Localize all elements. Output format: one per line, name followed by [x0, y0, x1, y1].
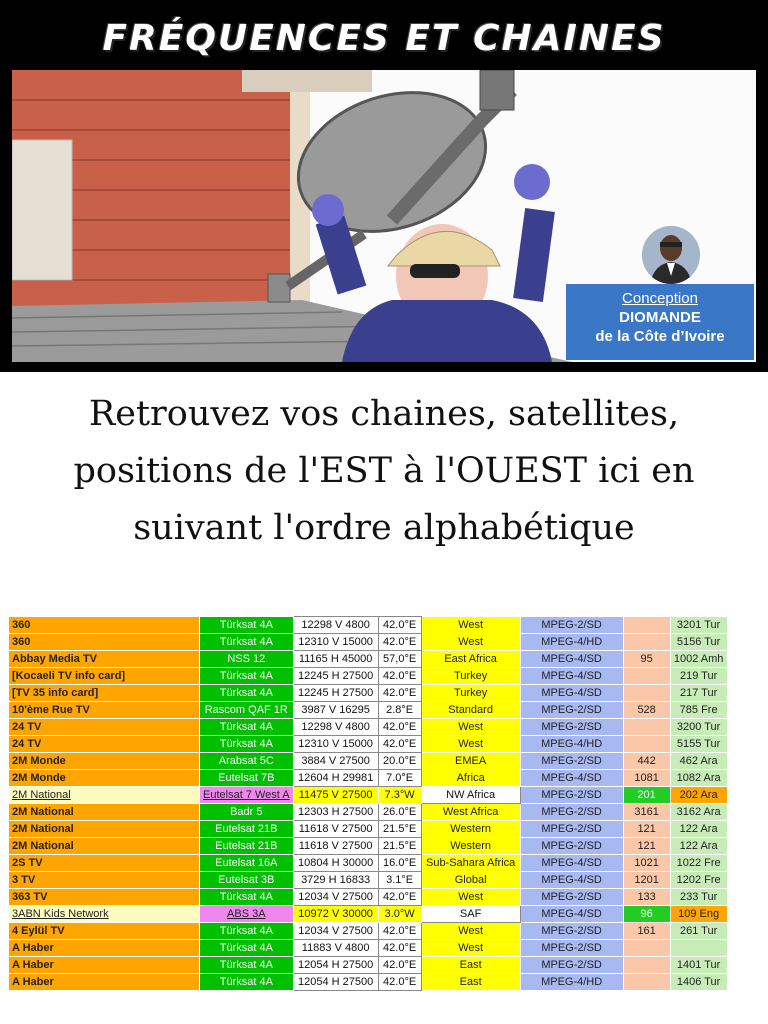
position-cell: 20.0°E [378, 753, 421, 770]
table-row [9, 651, 728, 668]
frequency-cell: 12310 V 15000 [293, 634, 378, 651]
channel-number-cell: 1002 Amh [670, 651, 727, 668]
channel-number-cell [670, 940, 727, 957]
satellite-cell: Türksat 4A [200, 940, 294, 957]
service-id-cell: 121 [623, 838, 670, 855]
table-row [9, 787, 728, 804]
format-cell: MPEG-2/SD [520, 702, 623, 719]
satellite-cell: Rascom QAF 1R [200, 702, 294, 719]
region-cell: Sub-Sahara Africa [421, 855, 520, 872]
satellite-cell: Türksat 4A [200, 685, 294, 702]
channel-number-cell: 122 Ara [670, 821, 727, 838]
service-id-cell [623, 634, 670, 651]
satellite-cell: Eutelsat 7 West A [200, 787, 294, 804]
frequency-cell: 12604 H 29981 [293, 770, 378, 787]
channel-name-cell: [Kocaeli TV info card] [9, 668, 200, 685]
position-cell: 26.0°E [378, 804, 421, 821]
service-id-cell [623, 940, 670, 957]
service-id-cell [623, 685, 670, 702]
channel-number-cell: 3201 Tur [670, 617, 727, 634]
channel-name-cell: 2M Monde [9, 753, 200, 770]
frequency-cell: 12310 V 15000 [293, 736, 378, 753]
service-id-cell: 161 [623, 923, 670, 940]
region-cell: EMEA [421, 753, 520, 770]
channel-number-cell: 5155 Tur [670, 736, 727, 753]
satellite-cell: Eutelsat 7B [200, 770, 294, 787]
position-cell: 7.0°E [378, 770, 421, 787]
satellite-cell: Türksat 4A [200, 634, 294, 651]
channels-table [8, 616, 728, 991]
channel-name-cell: 2M National [9, 787, 200, 804]
satellite-cell: Arabsat 5C [200, 753, 294, 770]
channel-name-cell: 360 [9, 634, 200, 651]
table-row [9, 974, 728, 991]
satellite-cell: Türksat 4A [200, 736, 294, 753]
channel-number-cell: 1202 Fre [670, 872, 727, 889]
position-cell: 7.3°W [378, 787, 421, 804]
credit-label[interactable]: Conception [622, 290, 698, 307]
banner-title: FRÉQUENCES ET CHAINES [102, 18, 666, 59]
satellite-cell: Türksat 4A [200, 923, 294, 940]
format-cell: MPEG-2/SD [520, 719, 623, 736]
position-cell: 42.0°E [378, 736, 421, 753]
satellite-cell: Türksat 4A [200, 617, 294, 634]
table-row [9, 702, 728, 719]
table-row [9, 872, 728, 889]
satellite-cell: Eutelsat 21B [200, 838, 294, 855]
frequency-cell: 12245 H 27500 [293, 685, 378, 702]
table-row [9, 685, 728, 702]
channel-name-cell: 3ABN Kids Network [9, 906, 200, 923]
channel-number-cell: 1082 Ara [670, 770, 727, 787]
position-cell: 2.8°E [378, 702, 421, 719]
channel-number-cell: 462 Ara [670, 753, 727, 770]
position-cell: 42.0°E [378, 668, 421, 685]
table-row [9, 804, 728, 821]
position-cell: 3.1°E [378, 872, 421, 889]
region-cell: SAF [421, 906, 520, 923]
service-id-cell: 3161 [623, 804, 670, 821]
position-cell: 42.0°E [378, 923, 421, 940]
channel-number-cell: 1022 Fre [670, 855, 727, 872]
frequency-cell: 11475 V 27500 [293, 787, 378, 804]
frequency-cell: 3987 V 16295 [293, 702, 378, 719]
format-cell: MPEG-2/SD [520, 838, 623, 855]
intro-line-2: positions de l'EST à l'OUEST ici en [73, 451, 695, 491]
frequency-cell: 12034 V 27500 [293, 923, 378, 940]
service-id-cell: 96 [623, 906, 670, 923]
table-row [9, 736, 728, 753]
channel-name-cell: A Haber [9, 940, 200, 957]
author-avatar [640, 224, 702, 286]
satellite-cell: Eutelsat 16A [200, 855, 294, 872]
region-cell: East [421, 957, 520, 974]
table-row [9, 906, 728, 923]
frequency-cell: 3729 H 16833 [293, 872, 378, 889]
position-cell: 42.0°E [378, 889, 421, 906]
table-row [9, 855, 728, 872]
service-id-cell: 95 [623, 651, 670, 668]
table-row [9, 923, 728, 940]
satellite-cell: Türksat 4A [200, 719, 294, 736]
region-cell: West [421, 940, 520, 957]
frequency-cell: 11618 V 27500 [293, 838, 378, 855]
channel-number-cell: 785 Fre [670, 702, 727, 719]
position-cell: 42.0°E [378, 957, 421, 974]
region-cell: West [421, 923, 520, 940]
frequency-cell: 12054 H 27500 [293, 974, 378, 991]
channel-name-cell: 2S TV [9, 855, 200, 872]
channel-name-cell: 2M Monde [9, 770, 200, 787]
frequency-cell: 11883 V 4800 [293, 940, 378, 957]
region-cell: West [421, 719, 520, 736]
satellite-cell: Türksat 4A [200, 974, 294, 991]
service-id-cell: 442 [623, 753, 670, 770]
region-cell: Africa [421, 770, 520, 787]
region-cell: West [421, 736, 520, 753]
region-cell: Turkey [421, 685, 520, 702]
format-cell: MPEG-2/SD [520, 787, 623, 804]
region-cell: West [421, 889, 520, 906]
format-cell: MPEG-2/SD [520, 957, 623, 974]
service-id-cell [623, 617, 670, 634]
channel-name-cell: Abbay Media TV [9, 651, 200, 668]
format-cell: MPEG-2/SD [520, 940, 623, 957]
channel-name-cell: 2M National [9, 821, 200, 838]
channel-number-cell: 219 Tur [670, 668, 727, 685]
channel-name-cell: A Haber [9, 974, 200, 991]
format-cell: MPEG-4/SD [520, 872, 623, 889]
table-row [9, 668, 728, 685]
channel-number-cell: 3162 Ara [670, 804, 727, 821]
frequency-cell: 3884 V 27500 [293, 753, 378, 770]
channel-number-cell: 109 Eng [670, 906, 727, 923]
frequency-cell: 10804 H 30000 [293, 855, 378, 872]
channel-name-cell: 24 TV [9, 736, 200, 753]
satellite-cell: Eutelsat 21B [200, 821, 294, 838]
region-cell: West Africa [421, 804, 520, 821]
position-cell: 42.0°E [378, 719, 421, 736]
service-id-cell [623, 736, 670, 753]
format-cell: MPEG-4/SD [520, 685, 623, 702]
format-cell: MPEG-2/SD [520, 889, 623, 906]
format-cell: MPEG-2/SD [520, 617, 623, 634]
table-row [9, 838, 728, 855]
credit-box [566, 284, 754, 360]
satellite-cell: Türksat 4A [200, 957, 294, 974]
format-cell: MPEG-4/SD [520, 668, 623, 685]
table-row [9, 753, 728, 770]
frequency-cell: 12303 H 27500 [293, 804, 378, 821]
frequency-cell: 12298 V 4800 [293, 617, 378, 634]
satellite-cell: NSS 12 [200, 651, 294, 668]
table-row [9, 821, 728, 838]
intro-line-3: suivant l'ordre alphabétique [133, 508, 635, 548]
intro-text [0, 386, 768, 557]
service-id-cell: 1081 [623, 770, 670, 787]
region-cell: East Africa [421, 651, 520, 668]
satellite-cell: Türksat 4A [200, 668, 294, 685]
service-id-cell: 1201 [623, 872, 670, 889]
format-cell: MPEG-4/SD [520, 855, 623, 872]
channel-number-cell: 3200 Tur [670, 719, 727, 736]
format-cell: MPEG-2/SD [520, 821, 623, 838]
service-id-cell: 1021 [623, 855, 670, 872]
frequency-cell: 12054 H 27500 [293, 957, 378, 974]
service-id-cell: 121 [623, 821, 670, 838]
credit-country: de la Côte d’Ivoire [595, 328, 725, 345]
frequency-cell: 11618 V 27500 [293, 821, 378, 838]
service-id-cell [623, 668, 670, 685]
region-cell: West [421, 634, 520, 651]
format-cell: MPEG-2/SD [520, 923, 623, 940]
channel-number-cell: 202 Ara [670, 787, 727, 804]
service-id-cell [623, 957, 670, 974]
format-cell: MPEG-4/SD [520, 906, 623, 923]
format-cell: MPEG-2/SD [520, 753, 623, 770]
position-cell: 42.0°E [378, 974, 421, 991]
frequency-cell: 12034 V 27500 [293, 889, 378, 906]
channel-name-cell: [TV 35 info card] [9, 685, 200, 702]
channel-name-cell: 360 [9, 617, 200, 634]
format-cell: MPEG-2/SD [520, 804, 623, 821]
format-cell: MPEG-4/HD [520, 974, 623, 991]
channel-name-cell: 2M National [9, 838, 200, 855]
position-cell: 57,0°E [378, 651, 421, 668]
region-cell: Western [421, 838, 520, 855]
channel-number-cell: 122 Ara [670, 838, 727, 855]
channel-number-cell: 261 Tur [670, 923, 727, 940]
format-cell: MPEG-4/HD [520, 736, 623, 753]
format-cell: MPEG-4/SD [520, 651, 623, 668]
frequency-cell: 12298 V 4800 [293, 719, 378, 736]
service-id-cell [623, 719, 670, 736]
position-cell: 42.0°E [378, 685, 421, 702]
channel-number-cell: 1406 Tur [670, 974, 727, 991]
position-cell: 16.0°E [378, 855, 421, 872]
position-cell: 3.0°W [378, 906, 421, 923]
region-cell: West [421, 617, 520, 634]
table-row [9, 940, 728, 957]
table-row [9, 719, 728, 736]
frequency-cell: 11165 H 45000 [293, 651, 378, 668]
channel-number-cell: 1401 Tur [670, 957, 727, 974]
credit-author: DIOMANDE [619, 309, 701, 326]
channel-name-cell: 2M National [9, 804, 200, 821]
region-cell: East [421, 974, 520, 991]
channel-name-cell: 3 TV [9, 872, 200, 889]
table-row [9, 957, 728, 974]
region-cell: NW Africa [421, 787, 520, 804]
position-cell: 21.5°E [378, 838, 421, 855]
service-id-cell [623, 974, 670, 991]
position-cell: 21.5°E [378, 821, 421, 838]
position-cell: 42.0°E [378, 634, 421, 651]
channel-number-cell: 233 Tur [670, 889, 727, 906]
position-cell: 42.0°E [378, 940, 421, 957]
channel-number-cell: 5156 Tur [670, 634, 727, 651]
region-cell: Global [421, 872, 520, 889]
channel-name-cell: 363 TV [9, 889, 200, 906]
format-cell: MPEG-4/HD [520, 634, 623, 651]
service-id-cell: 201 [623, 787, 670, 804]
satellite-cell: Türksat 4A [200, 889, 294, 906]
service-id-cell: 528 [623, 702, 670, 719]
region-cell: Western [421, 821, 520, 838]
table-row [9, 770, 728, 787]
channel-name-cell: 4 Eylül TV [9, 923, 200, 940]
channel-number-cell: 217 Tur [670, 685, 727, 702]
intro-line-1: Retrouvez vos chaines, satellites, [88, 394, 680, 434]
table-row [9, 634, 728, 651]
format-cell: MPEG-4/SD [520, 770, 623, 787]
channel-name-cell: 24 TV [9, 719, 200, 736]
channel-name-cell: A Haber [9, 957, 200, 974]
frequency-cell: 10972 V 30000 [293, 906, 378, 923]
position-cell: 42.0°E [378, 617, 421, 634]
region-cell: Standard [421, 702, 520, 719]
satellite-cell: Badr 5 [200, 804, 294, 821]
table-row [9, 889, 728, 906]
banner [0, 0, 768, 372]
channel-name-cell: 10'ème Rue TV [9, 702, 200, 719]
frequency-cell: 12245 H 27500 [293, 668, 378, 685]
satellite-cell: Eutelsat 3B [200, 872, 294, 889]
region-cell: Turkey [421, 668, 520, 685]
table-row [9, 617, 728, 634]
satellite-cell: ABS 3A [200, 906, 294, 923]
service-id-cell: 133 [623, 889, 670, 906]
